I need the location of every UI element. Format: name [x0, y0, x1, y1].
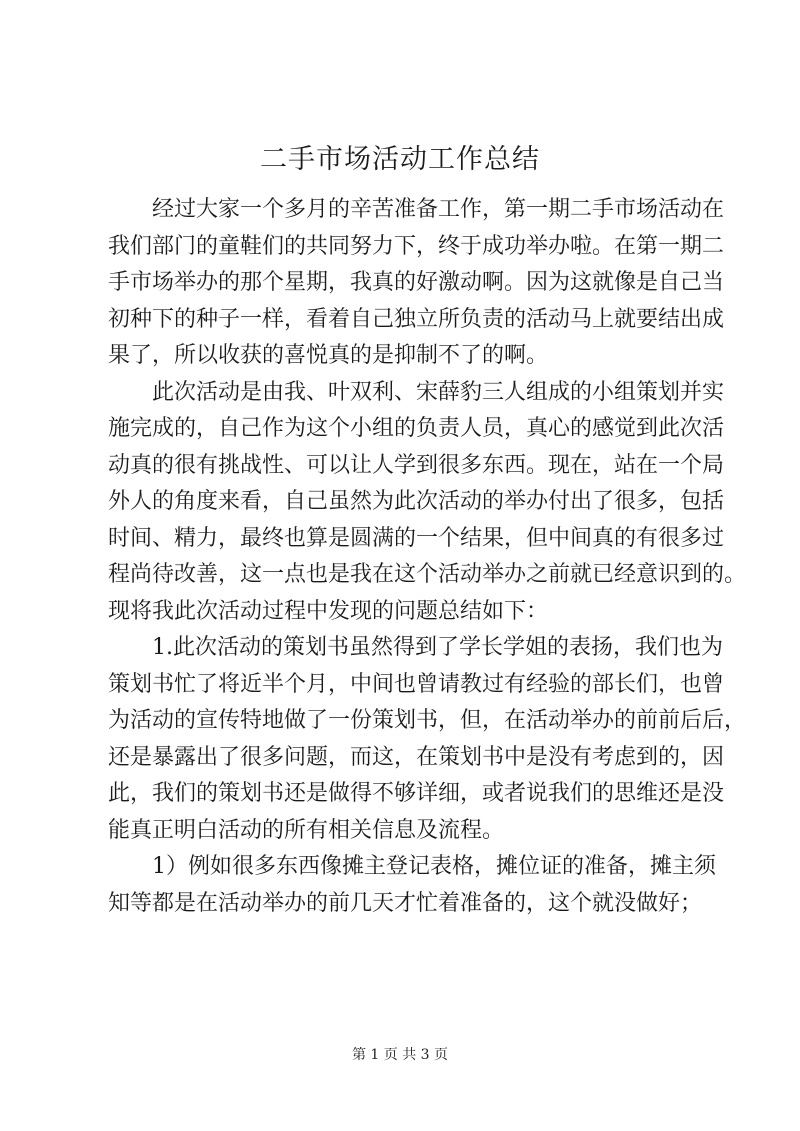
text-line: 果了，所以收获的喜悦真的是抑制不了的啊。: [108, 343, 549, 368]
text-line: 外人的角度来看，自己虽然为此次活动的举办付出了很多，包括: [108, 489, 725, 514]
text-line: 此次活动是由我、叶双利、宋薛豹三人组成的小组策划并实: [152, 379, 725, 405]
text-line: 1）例如很多东西像摊主登记表格，摊位证的准备，摊主须: [152, 854, 716, 879]
text-line: 策划书忙了将近半个月，中间也曾请教过有经验的部长们，也曾: [108, 671, 725, 697]
text-line: 为活动的宣传特地做了一份策划书，但，在活动举办的前前后后，: [108, 708, 747, 733]
paragraph: [108, 192, 725, 375]
text-line: 还是暴露出了很多问题，而这，在策划书中是没有考虑到的，因: [108, 744, 725, 770]
text-line: 手市场举办的那个星期，我真的好激动啊。因为这就像是自己当: [108, 270, 725, 295]
text-line: 时间、精力，最终也算是圆满的一个结果，但中间真的有很多过: [108, 525, 725, 551]
document-body: [108, 192, 747, 922]
text-line: 此，我们的策划书还是做得不够详细，或者说我们的思维还是没: [108, 781, 725, 806]
text-line: 我们部门的童鞋们的共同努力下，终于成功举办啦。在第一期二: [108, 233, 725, 259]
text-line: 动真的很有挑战性、可以让人学到很多东西。现在，站在一个局: [108, 452, 725, 478]
text-line: 程尚待改善，这一点也是我在这个活动举办之前就已经意识到的。: [108, 562, 747, 587]
text-line: 1.此次活动的策划书虽然得到了学长学姐的表扬，我们也为: [152, 635, 723, 660]
document-title: 二手市场活动工作总结: [260, 144, 540, 175]
paragraph: [108, 375, 747, 631]
page-footer: 第 1 页 共 3 页: [351, 1047, 449, 1063]
text-line: 知等都是在活动举办的前几天才忙着准备的，这个就没做好；: [108, 890, 703, 916]
text-line: 现将我此次活动过程中发现的问题总结如下：: [108, 598, 549, 624]
text-line: 经过大家一个多月的辛苦准备工作，第一期二手市场活动在: [152, 197, 725, 222]
text-line: 初种下的种子一样，看着自己独立所负责的活动马上就要结出成: [108, 306, 725, 332]
paragraph: [108, 849, 716, 922]
text-line: 能真正明白活动的所有相关信息及流程。: [108, 817, 505, 843]
paragraph: [108, 630, 747, 849]
text-line: 施完成的，自己作为这个小组的负责人员，真心的感觉到此次活: [108, 416, 725, 441]
